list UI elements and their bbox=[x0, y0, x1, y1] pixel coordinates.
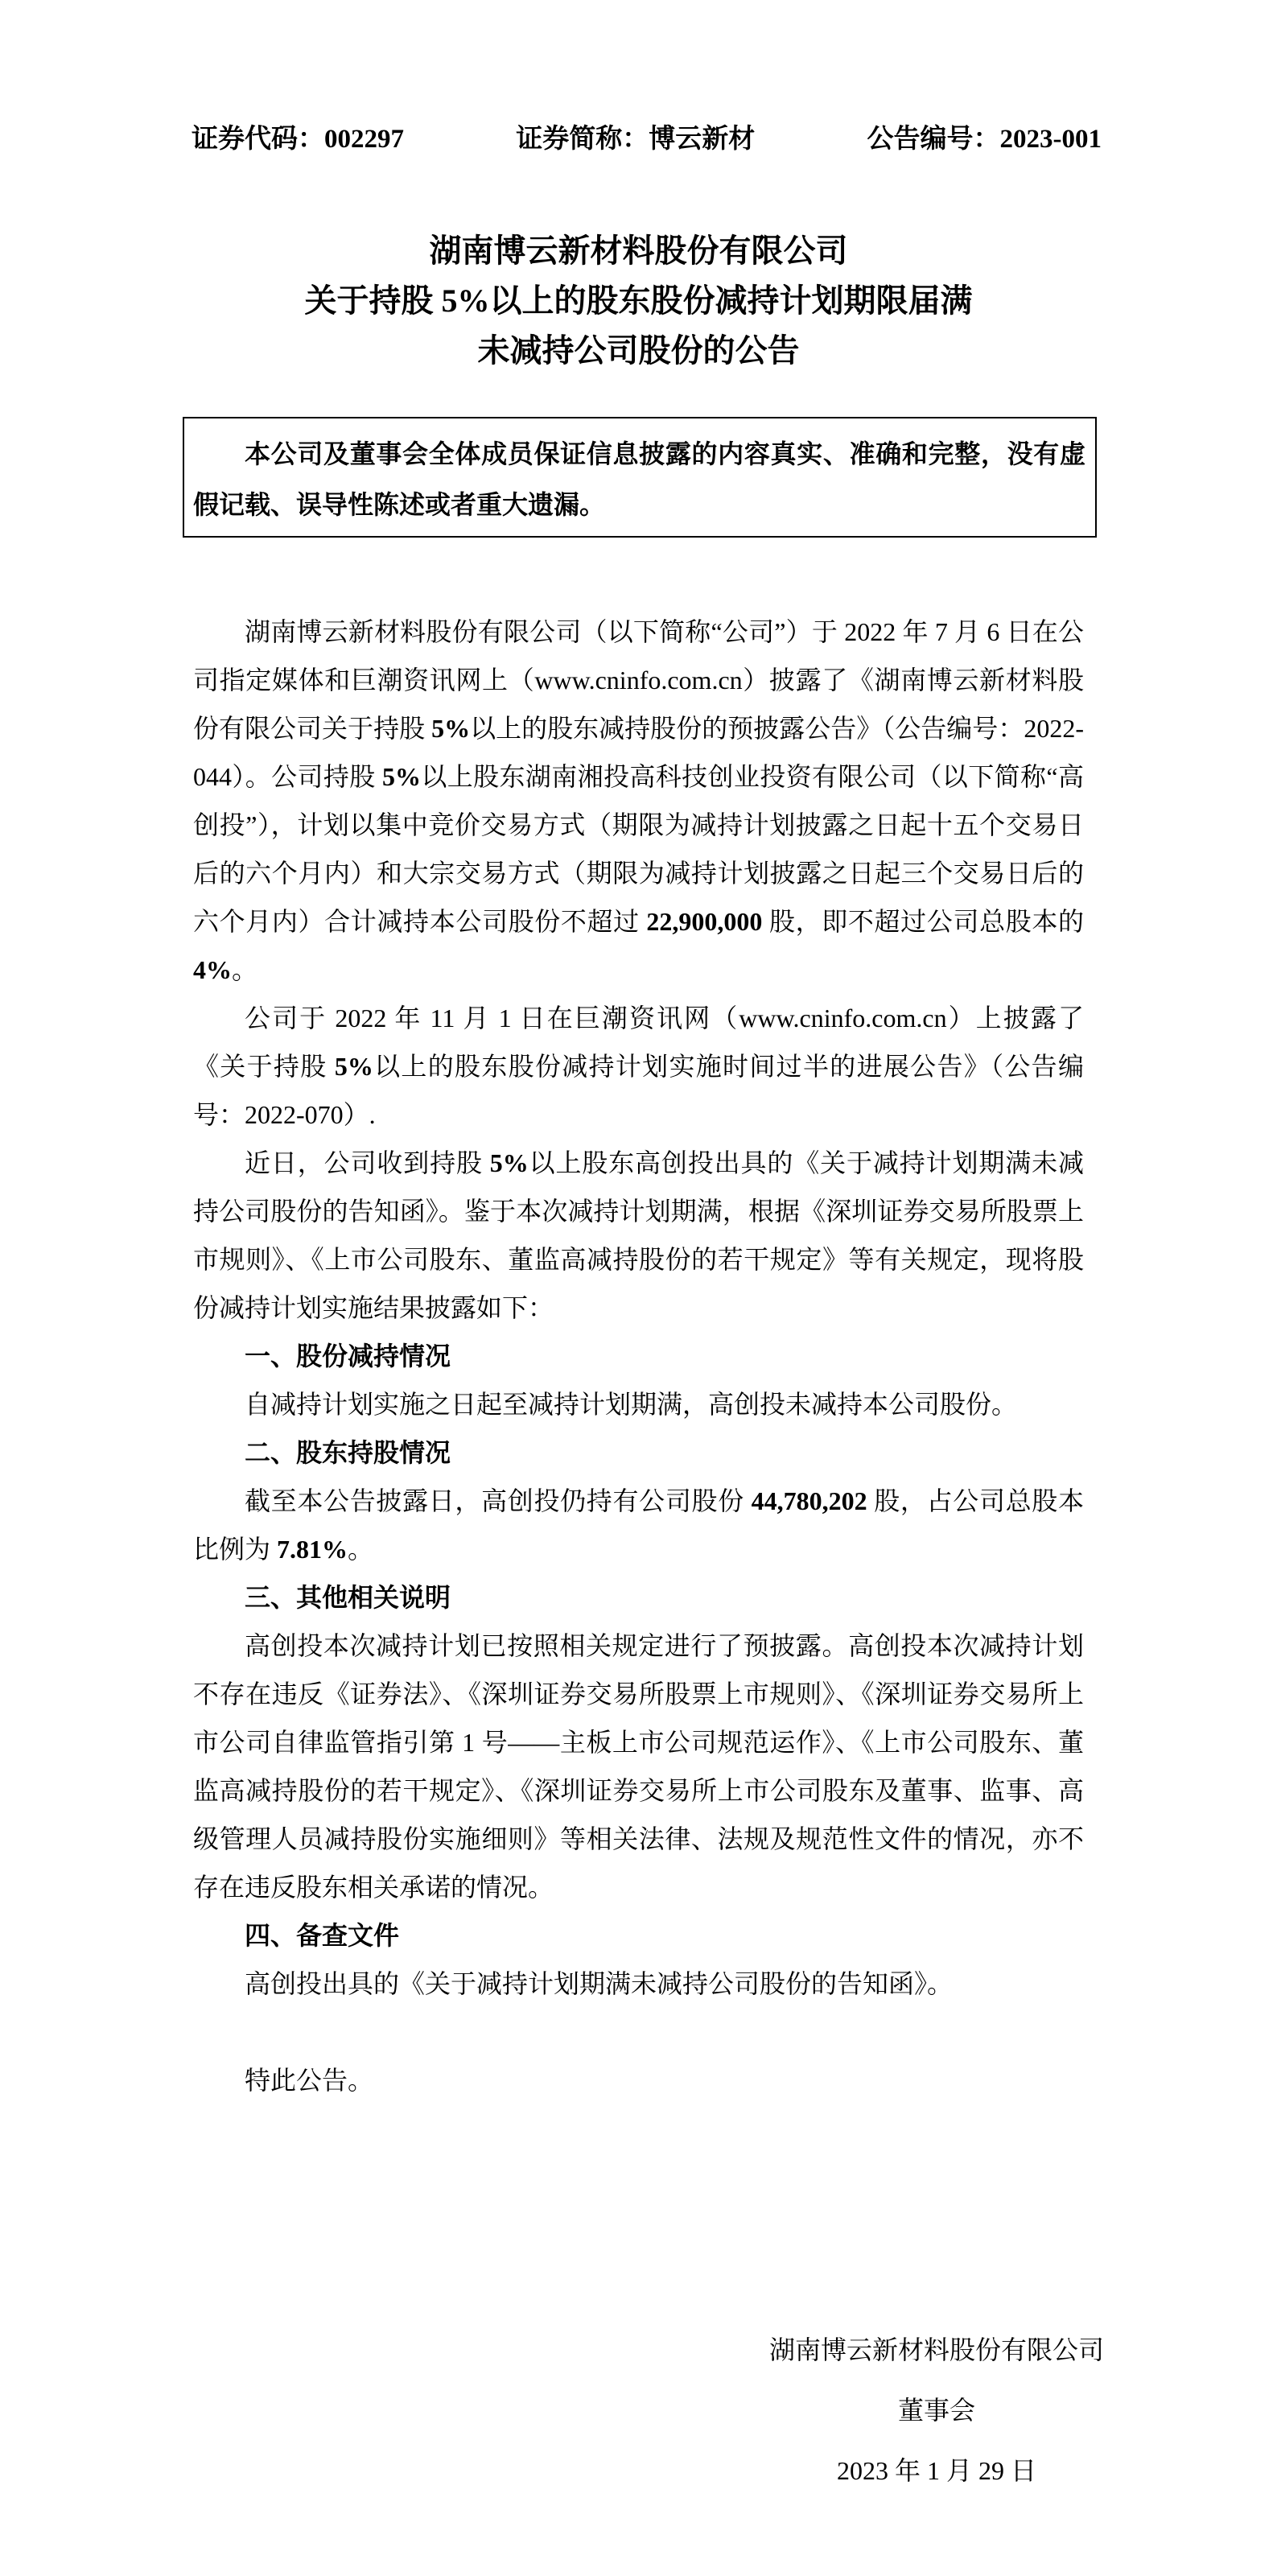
body-paragraph bbox=[193, 1477, 1084, 1573]
blank-line bbox=[193, 2008, 1084, 2056]
document-title bbox=[0, 226, 1277, 376]
signature-date: 2023 年 1 月 29 日 bbox=[836, 2456, 1036, 2485]
body-paragraph bbox=[193, 1380, 1084, 1428]
text-run: 特此公告。 bbox=[245, 2066, 374, 2095]
emphasized-text: 22,900,000 bbox=[646, 907, 763, 936]
title-line-subject-1: 关于持股 5%以上的股东股份减持计划期限届满 bbox=[304, 282, 973, 319]
text-run: 自减持计划实施之日起至减持计划期满，高创投未减持本公司股份。 bbox=[245, 1390, 1018, 1419]
body-paragraph bbox=[193, 994, 1084, 1139]
text-run: 。 bbox=[232, 955, 258, 984]
emphasized-text: 5% bbox=[382, 762, 422, 791]
section-heading bbox=[193, 1428, 1084, 1477]
text-run: 。 bbox=[348, 1535, 374, 1564]
text-run: 股，占公司总股本比例为 bbox=[193, 1486, 1084, 1564]
text-run: 以上的股东股份减持计划实施时间过半的进展公告》（公告编号：2022-070）. bbox=[193, 1052, 1084, 1129]
emphasized-text: 5% bbox=[489, 1148, 529, 1177]
title-line-company: 湖南博云新材料股份有限公司 bbox=[429, 233, 848, 269]
section-heading bbox=[193, 1332, 1084, 1380]
body-paragraph bbox=[193, 2056, 1084, 2104]
text-run: 以上股东高创投出具的《关于减持计划期满未减持公司股份的告知函》。鉴于本次减持计划期满，根据《深圳证券交易所股票上市规则》、《上市公司股东、董监高减持股份的若干规定》等有关规定，现将股份减持计划实施结果披露如下： bbox=[193, 1148, 1084, 1322]
document-body bbox=[193, 608, 1084, 2104]
body-paragraph bbox=[193, 1960, 1084, 2008]
stock-abbreviation: 证券简称：博云新材 bbox=[516, 125, 756, 154]
announcement-number: 公告编号：2023-001 bbox=[867, 125, 1102, 154]
emphasized-text: 4% bbox=[193, 955, 232, 984]
emphasized-text: 5% bbox=[431, 714, 471, 743]
text-run: 近日，公司收到持股 bbox=[245, 1148, 490, 1177]
emphasized-text: 四、备查文件 bbox=[245, 1921, 400, 1950]
disclosure-notice-box bbox=[183, 417, 1097, 538]
body-paragraph bbox=[193, 1622, 1084, 1911]
emphasized-text: 44,780,202 bbox=[751, 1486, 867, 1515]
section-heading bbox=[193, 1911, 1084, 1960]
text-run: 以上股东湖南湘投高科技创业投资有限公司（以下简称“高创投”），计划以集中竞价交易方式（期限为减持计划披露之日起十五个交易日后的六个月内）和大宗交易方式（期限为减持计划披露之日起三个交易日后的六个月内）合计减持本公司股份不超过 bbox=[193, 762, 1084, 936]
emphasized-text: 5% bbox=[334, 1052, 373, 1081]
disclosure-notice-text: 本公司及董事会全体成员保证信息披露的内容真实、准确和完整，没有虚假记载、误导性陈述或者重大遗漏。 bbox=[193, 439, 1085, 519]
text-run: 湖南博云新材料股份有限公司（以下简称“公司”）于 2022 年 7 月 6 日在公司指定媒体和巨潮资讯网上（www.cninfo.com.cn）披露了《湖南博云新材料股份有限公司关于持股 bbox=[193, 617, 1084, 743]
text-run: 高创投本次减持计划已按照相关规定进行了预披露。高创投本次减持计划不存在违反《证券法》、《深圳证券交易所股票上市规则》、《深圳证券交易所上市公司自律监管指引第 1 号——主板上市公司规范运作》、《上市公司股东、董监高减持股份的若干规定》、《深圳证券交易所上市公司股东及董事、监事、高级管理人员减持股份实施细则》等相关法律、法规及规范性文件的情况，亦不存在违反股东相关承诺的情况。 bbox=[193, 1631, 1084, 1902]
emphasized-text: 一、股份减持情况 bbox=[245, 1342, 451, 1370]
text-run: 以上的股东减持股份的预披露公告》（公告编号：2022-044）。公司持股 bbox=[193, 714, 1084, 791]
text-run: 股，即不超过公司总股本的 bbox=[762, 907, 1084, 936]
stock-code: 证券代码：002297 bbox=[192, 125, 404, 154]
title-line-subject-2: 未减持公司股份的公告 bbox=[477, 332, 800, 369]
signature-company: 湖南博云新材料股份有限公司 bbox=[768, 2335, 1104, 2364]
emphasized-text: 二、股东持股情况 bbox=[245, 1438, 451, 1467]
section-heading bbox=[193, 1573, 1084, 1622]
body-paragraph bbox=[193, 608, 1084, 994]
header-info bbox=[192, 117, 1102, 155]
signature-block bbox=[769, 2320, 1104, 2501]
text-run: 截至本公告披露日，高创投仍持有公司股份 bbox=[245, 1486, 752, 1515]
text-run: 高创投出具的《关于减持计划期满未减持公司股份的告知函》。 bbox=[245, 1969, 954, 1998]
emphasized-text: 三、其他相关说明 bbox=[245, 1583, 451, 1612]
signature-issuer: 董事会 bbox=[897, 2396, 975, 2425]
body-paragraph bbox=[193, 1139, 1084, 1332]
emphasized-text: 7.81% bbox=[277, 1535, 348, 1564]
text-run: 公司于 2022 年 11 月 1 日在巨潮资讯网（www.cninfo.com.cn）上披露了《关于持股 bbox=[193, 1004, 1084, 1081]
